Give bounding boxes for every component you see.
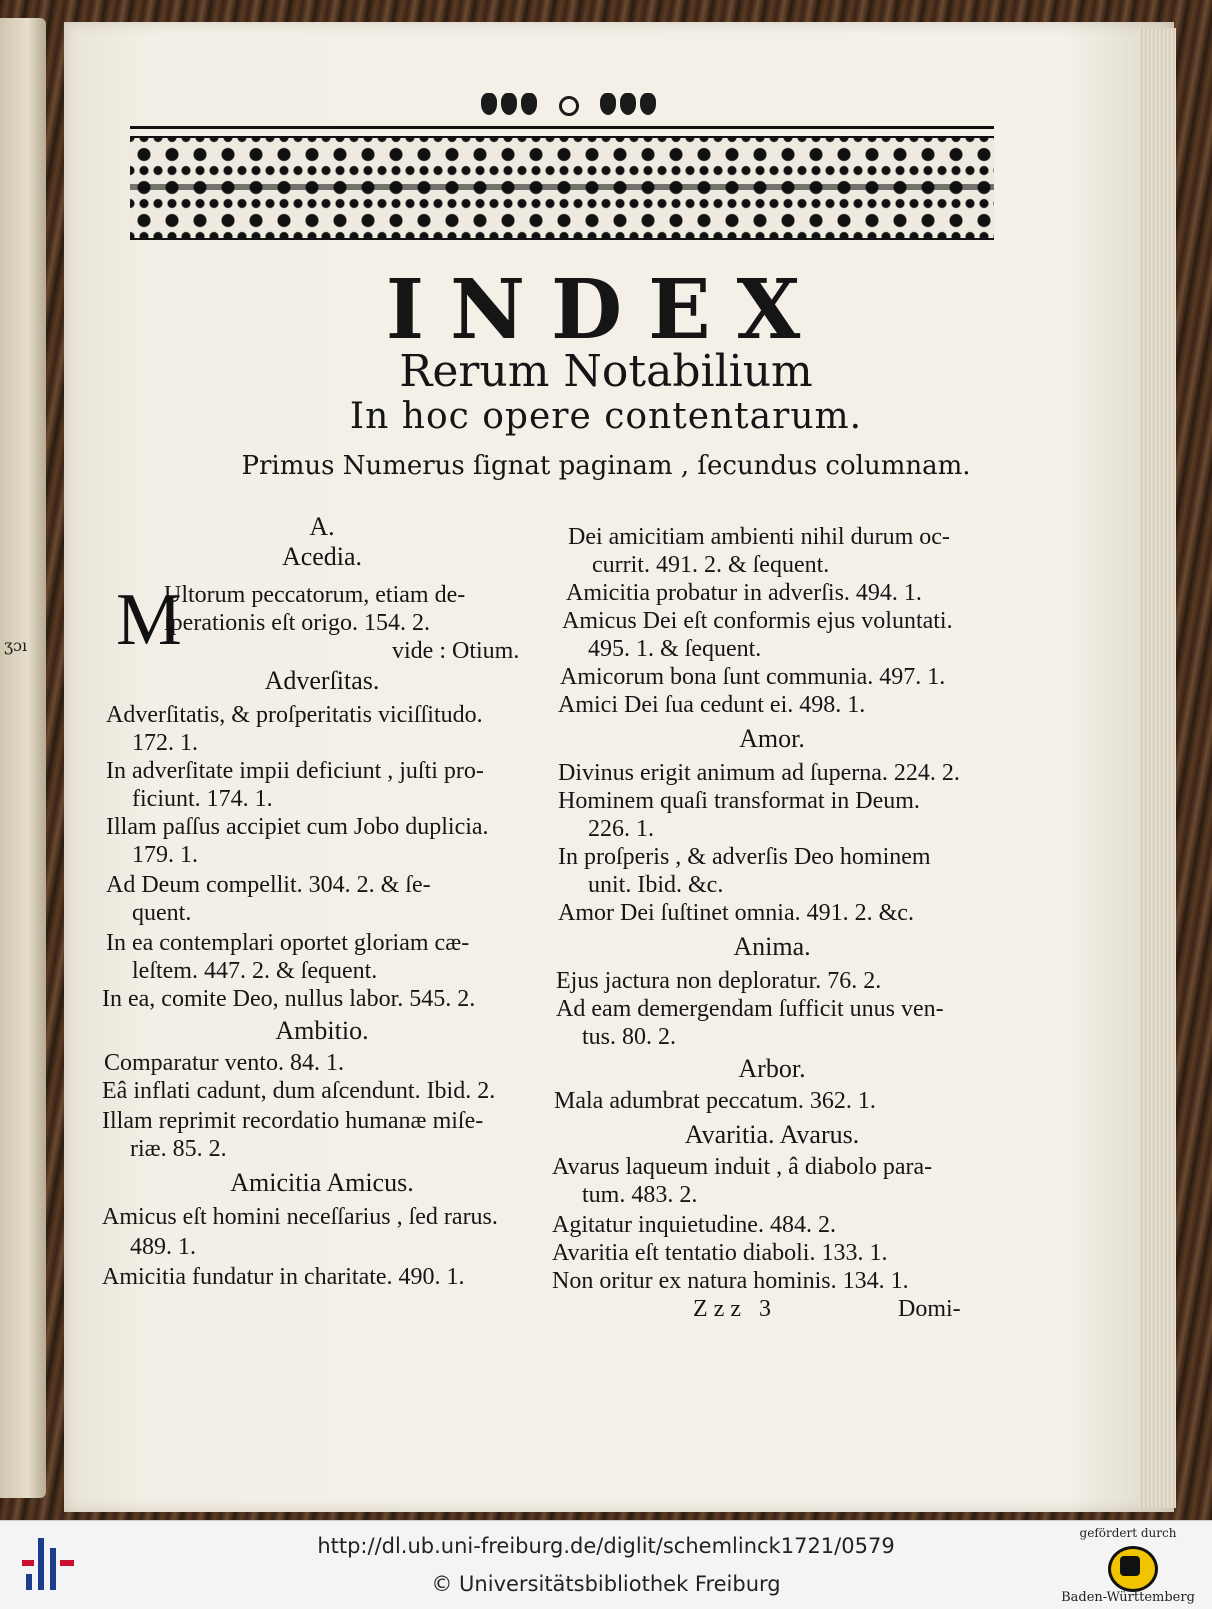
entry-line: 495. 1. & ſequent. — [588, 636, 762, 662]
entry-heading: Acedia. — [281, 542, 363, 571]
entry-line: Ad Deum compellit. 304. 2. & ſe- — [106, 872, 431, 898]
entry-line: Amicorum bona ſunt communia. 497. 1. — [560, 664, 946, 690]
index-title: INDEX — [385, 262, 827, 358]
top-ornament — [481, 92, 656, 120]
entry-line: Hominem quaſi transformat in Deum. — [558, 788, 920, 814]
drop-cap: M — [116, 579, 182, 661]
entry-line: riæ. 85. 2. — [130, 1136, 227, 1162]
copyright-text: © Universitätsbibliothek Freiburg — [431, 1572, 781, 1596]
entry-heading: Ambitio. — [275, 1016, 369, 1045]
entry-line: unit. Ibid. &c. — [588, 872, 724, 898]
entry-line: In ea contemplari oportet gloriam cæ- — [106, 930, 470, 956]
catchword: Domi- — [898, 1296, 961, 1322]
index-subtitle: Rerum Notabilium — [399, 346, 813, 397]
entry-line: Divinus erigit animum ad ſuperna. 224. 2. — [558, 760, 960, 786]
entry-line: tus. 80. 2. — [582, 1024, 677, 1050]
entry-line: Adverſitatis, & proſperitatis viciſſitudo. — [106, 702, 483, 728]
entry-line: Agitatur inquietudine. 484. 2. — [552, 1212, 836, 1238]
sponsor-name: Baden-Württemberg — [1061, 1590, 1195, 1605]
entry-line: Amicitia probatur in adverſis. 494. 1. — [566, 580, 922, 606]
headband-divider — [130, 184, 994, 190]
page-stack-edge — [1140, 28, 1176, 1508]
fleuron-right-icon — [600, 93, 656, 119]
entry-line: 226. 1. — [588, 816, 654, 842]
entry-line: leſtem. 447. 2. & ſequent. — [132, 958, 378, 984]
permalink-url[interactable]: http://dl.ub.uni-freiburg.de/diglit/schemlinck1721/0579 — [317, 1534, 895, 1558]
entry-line: Ultorum peccatorum, etiam de- — [164, 582, 466, 608]
index-subtitle-2: In hoc opere contentarum. — [349, 396, 863, 437]
entry-line: Dei amicitiam ambienti nihil durum oc- — [568, 524, 950, 550]
entry-heading: Anima. — [733, 932, 811, 961]
entry-line: currit. 491. 2. & ſequent. — [592, 552, 830, 578]
entry-line: In ea, comite Deo, nullus labor. 545. 2. — [102, 986, 476, 1012]
sponsor-label: gefördert durch — [1079, 1526, 1177, 1540]
ring-ornament-icon — [559, 96, 579, 116]
entry-line: Ad eam demergendam ſufficit unus ven- — [556, 996, 944, 1022]
entry-heading: Adverſitas. — [264, 666, 380, 695]
entry-line: Comparatur vento. 84. 1. — [104, 1050, 344, 1076]
entry-line: Avarus laqueum induit , â diabolo para- — [552, 1154, 933, 1180]
entry-line: vide : Otium. — [392, 638, 520, 664]
entry-line: Illam reprimit recordatio humanæ miſe- — [102, 1108, 484, 1134]
entry-line: quent. — [132, 900, 192, 926]
entry-line: Mala adumbrat peccatum. 362. 1. — [554, 1088, 876, 1114]
entry-line: 179. 1. — [132, 842, 198, 868]
entry-line: Ejus jactura non deploratur. 76. 2. — [556, 968, 882, 994]
entry-line: In adverſitate impii deficiunt , juſti pro- — [106, 758, 484, 784]
entry-line: Illam paſſus accipiet cum Jobo duplicia. — [106, 814, 489, 840]
signature-mark: Zzz 3 — [693, 1296, 777, 1322]
entry-line: Non oritur ex natura hominis. 134. 1. — [552, 1268, 909, 1294]
entry-line: Avaritia eſt tentatio diaboli. 133. 1. — [552, 1240, 888, 1266]
entry-line: Amor Dei ſuſtinet omnia. 491. 2. &c. — [558, 900, 914, 926]
facing-page-edge — [0, 18, 46, 1498]
entry-line: Amicus Dei eſt conformis ejus voluntati. — [562, 608, 953, 634]
facing-page-fragment: ʒɔı — [4, 636, 28, 655]
entry-line: tum. 483. 2. — [582, 1182, 698, 1208]
entry-line: 489. 1. — [130, 1234, 196, 1260]
entry-line: Eâ inflati cadunt, dum aſcendunt. Ibid. 2. — [102, 1078, 496, 1104]
fleuron-left-icon — [481, 93, 537, 119]
entry-line: Amicus eſt homini neceſſarius , ſed rarus. — [102, 1204, 498, 1230]
letter-heading: A. — [309, 512, 335, 541]
entry-line: Amicitia fundatur in charitate. 490. 1. — [102, 1264, 465, 1290]
entry-heading: Amicitia Amicus. — [230, 1168, 414, 1197]
entry-heading: Arbor. — [738, 1054, 806, 1083]
entry-line: ſperationis eſt origo. 154. 2. — [164, 610, 430, 636]
index-note: Primus Numerus ſignat paginam , ſecundus columnam. — [241, 451, 971, 481]
entry-line: 172. 1. — [132, 730, 198, 756]
entry-line: Amici Dei ſua cedunt ei. 498. 1. — [558, 692, 866, 718]
entry-heading: Amor. — [739, 724, 805, 753]
crest-emblem-icon — [1120, 1556, 1140, 1576]
top-rule — [130, 126, 994, 129]
entry-line: ficiunt. 174. 1. — [132, 786, 273, 812]
entry-heading: Avaritia. Avarus. — [684, 1120, 860, 1149]
entry-line: In proſperis , & adverſis Deo hominem — [558, 844, 931, 870]
